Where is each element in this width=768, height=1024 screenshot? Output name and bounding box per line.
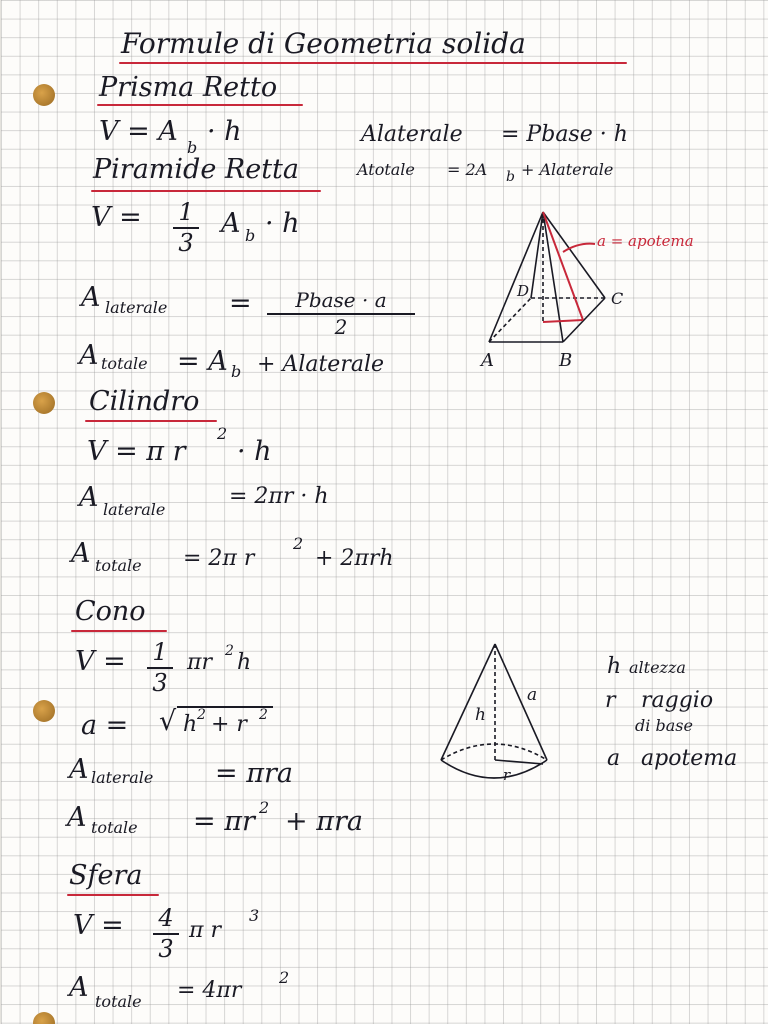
cone-label-a: a <box>527 685 538 705</box>
binder-hole <box>33 1012 55 1024</box>
cilindro-underline <box>85 420 217 422</box>
cone-label-r: r <box>503 766 511 784</box>
piramide-underline <box>91 190 321 192</box>
piramide-heading: Piramide Retta <box>93 154 299 185</box>
page-title: Formule di Geometria solida <box>121 27 526 60</box>
binder-hole <box>33 392 55 414</box>
vertex-label-c: C <box>611 289 624 308</box>
cono-underline <box>71 630 167 632</box>
cone-label-h: h <box>475 705 486 725</box>
apothem-note: a = apotema <box>597 232 694 250</box>
prisma-underline <box>97 104 303 106</box>
binder-hole <box>33 84 55 106</box>
vertex-label-a: A <box>481 350 494 371</box>
notebook-page: Formule di Geometria solida Prisma Retto V = A b · h Alaterale = Pbase · h Atotale = 2A b + Alaterale Piramide Retta V = 1 3 A b · h A laterale = Pbase · a 2 A totale = A b + Alaterale A B C D a = apotema Cilindro V = π r 2 · h A laterale = 2πr · h A totale = 2π r 2 + 2πrh Cono V = 1 3 πr 2 h a = √ h 2 + r 2 A laterale = πra A totale = πr 2 + πra h a r h altezza r raggio di base a apotema Sfera V = 4 3 π r 3 A totale = 4πr 2 <box>0 0 768 1024</box>
vertex-label-b: B <box>559 350 573 371</box>
cono-heading: Cono <box>75 596 146 627</box>
cone-figure <box>431 636 571 796</box>
cilindro-heading: Cilindro <box>89 386 200 417</box>
prisma-heading: Prisma Retto <box>99 72 278 103</box>
vertex-label-d: D <box>517 282 530 300</box>
sfera-heading: Sfera <box>69 860 143 891</box>
title-underline <box>119 62 627 64</box>
sfera-underline <box>67 894 159 896</box>
binder-hole <box>33 700 55 722</box>
pyramid-figure <box>471 200 761 380</box>
